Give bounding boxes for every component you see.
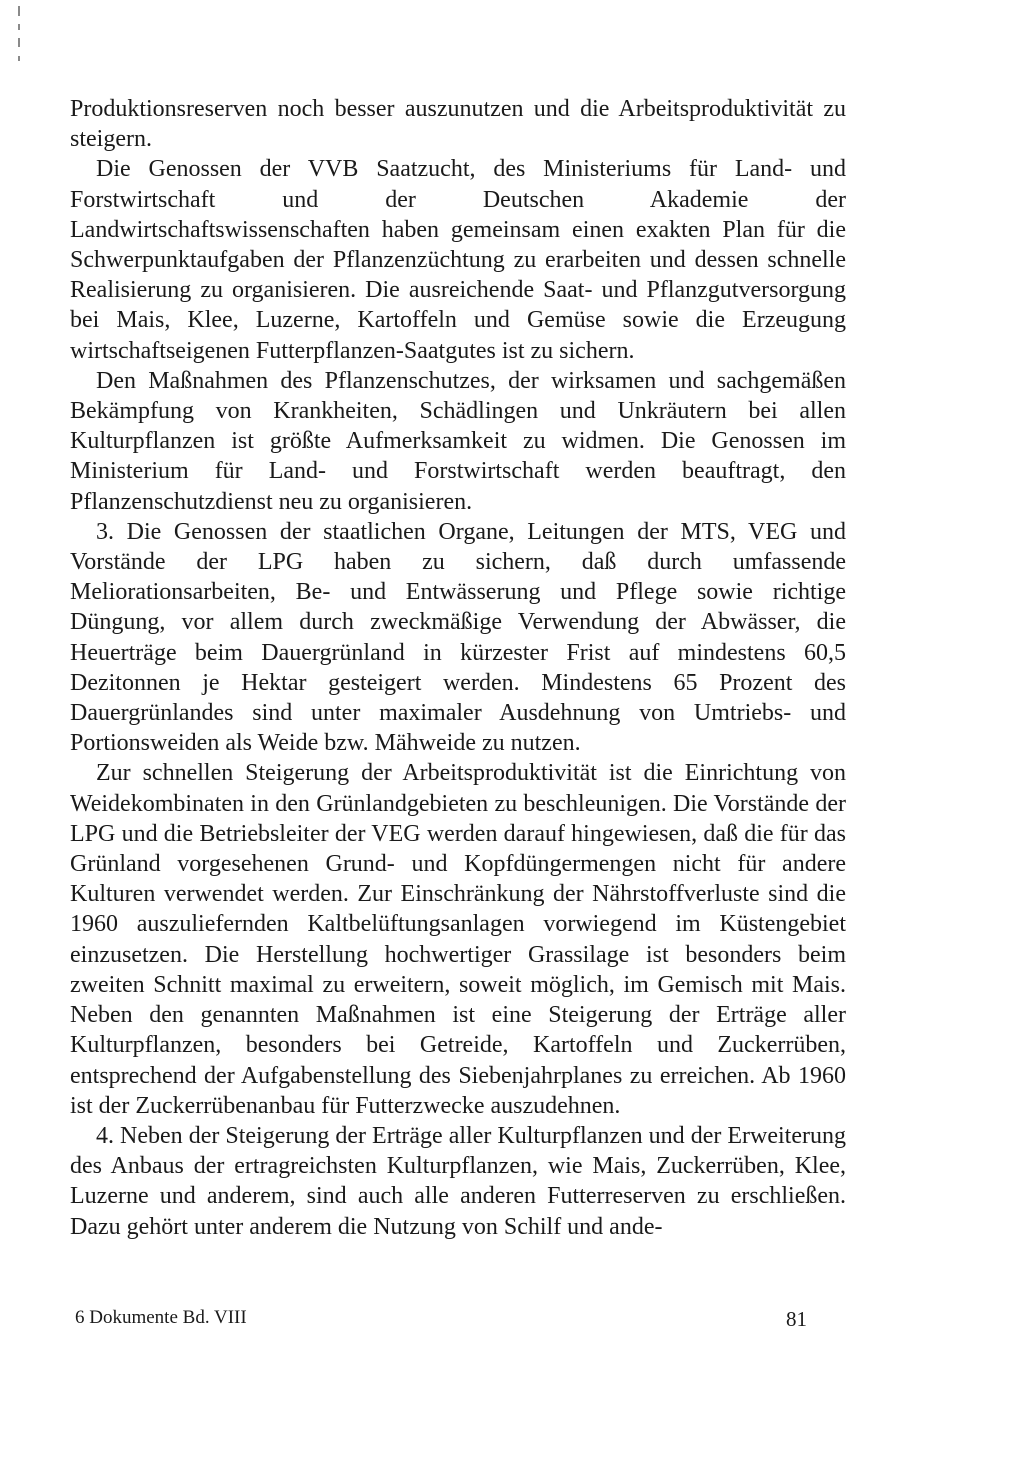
page-number: 81 bbox=[786, 1307, 807, 1331]
paragraph-plant-protection: Den Maßnahmen des Pflanzenschutzes, der wirksamen und sachgemäßen Bekämpfung von Krankheiten, Schädlingen und Unkräutern bei allen Kulturpflanzen ist größte Aufmerksamkeit zu widmen. Die Genossen im Ministerium für Land- und Forstwirtschaft werden beauftragt, den Pflanzenschutzdienst neu zu organisieren. bbox=[70, 367, 846, 515]
paragraph-continuation: Produktionsreserven noch besser auszunutzen und die Arbeitsproduktivität zu steigern. bbox=[70, 96, 846, 153]
paragraph-pasture-combines: Zur schnellen Steigerung der Arbeitsproduktivität ist die Einrichtung von Weidekombinaten in den Grünlandgebieten zu beschleunigen. Die Vorstände der LPG und die Betriebsleiter der VEG werden darauf hingewiesen, daß die für das Grünland vorgesehenen Grund- und Kopfdüngermengen nicht für andere Kulturen verwendet werden. Zur Einschränkung der Nährstoffverluste sind die 1960 auszuliefernden Kaltbelüftungsanlagen vorwiegend im Küstengebiet einzusetzen. Die Herstellung hochwertiger Grassilage ist besonders beim zweiten Schnitt maximal zu erweitern, soweit möglich, im Gemisch mit Mais. Neben den genannten Maßnahmen ist eine Steigerung der Erträge aller Kulturpflanzen, besonders bei Getreide, Kartoffeln und Zuckerrüben, entsprechend der Aufgabenstellung des Siebenjahrplanes zu erreichen. Ab 1960 ist der Zuckerrübenanbau für Futterzwecke auszudehnen. bbox=[70, 760, 846, 1119]
body-text bbox=[70, 94, 846, 1242]
scan-margin-mark bbox=[18, 0, 22, 75]
footer-source: 6 Dokumente Bd. VIII bbox=[75, 1307, 247, 1328]
paragraph-item-4-feed-reserves: 4. Neben der Steigerung der Erträge aller Kulturpflanzen und der Erweiterung des Anbaus der ertragreichsten Kulturpflanzen, wie Mais, Zuckerrüben, Klee, Luzerne und anderem, sind auch alle anderen Futterreserven zu erschließen. Dazu gehört unter anderem die Nutzung von Schilf und ande- bbox=[70, 1122, 846, 1240]
paragraph-plant-breeding: Die Genossen der VVB Saatzucht, des Ministeriums für Land- und Forstwirtschaft und der Deutschen Akademie der Landwirtschaftswissenschaften haben gemeinsam einen exakten Plan für die Schwerpunktaufgaben der Pflanzenzüchtung zu erarbeiten und dessen schnelle Realisierung zu organisieren. Die ausreichende Saat- und Pflanzgutversorgung bei Mais, Klee, Luzerne, Kartoffeln und Gemüse sowie die Erzeugung wirtschaftseigenen Futterpflanzen-Saatgutes ist zu sichern. bbox=[70, 156, 846, 364]
paragraph-item-3-grassland: 3. Die Genossen der staatlichen Organe, Leitungen der MTS, VEG und Vorstände der LPG haben zu sichern, daß durch umfassende Meliorationsarbeiten, Be- und Entwässerung und Pflege sowie richtige Düngung, vor allem durch zweckmäßige Verwendung der Abwässer, die Heuerträge beim Dauergrünland in kürzester Frist auf mindestens 60,5 Dezitonnen je Hektar gesteigert werden. Mindestens 65 Prozent des Dauergrünlandes sind unter maximaler Ausdehnung von Umtriebs- und Portionsweiden als Weide bzw. Mähweide zu nutzen. bbox=[70, 518, 846, 757]
